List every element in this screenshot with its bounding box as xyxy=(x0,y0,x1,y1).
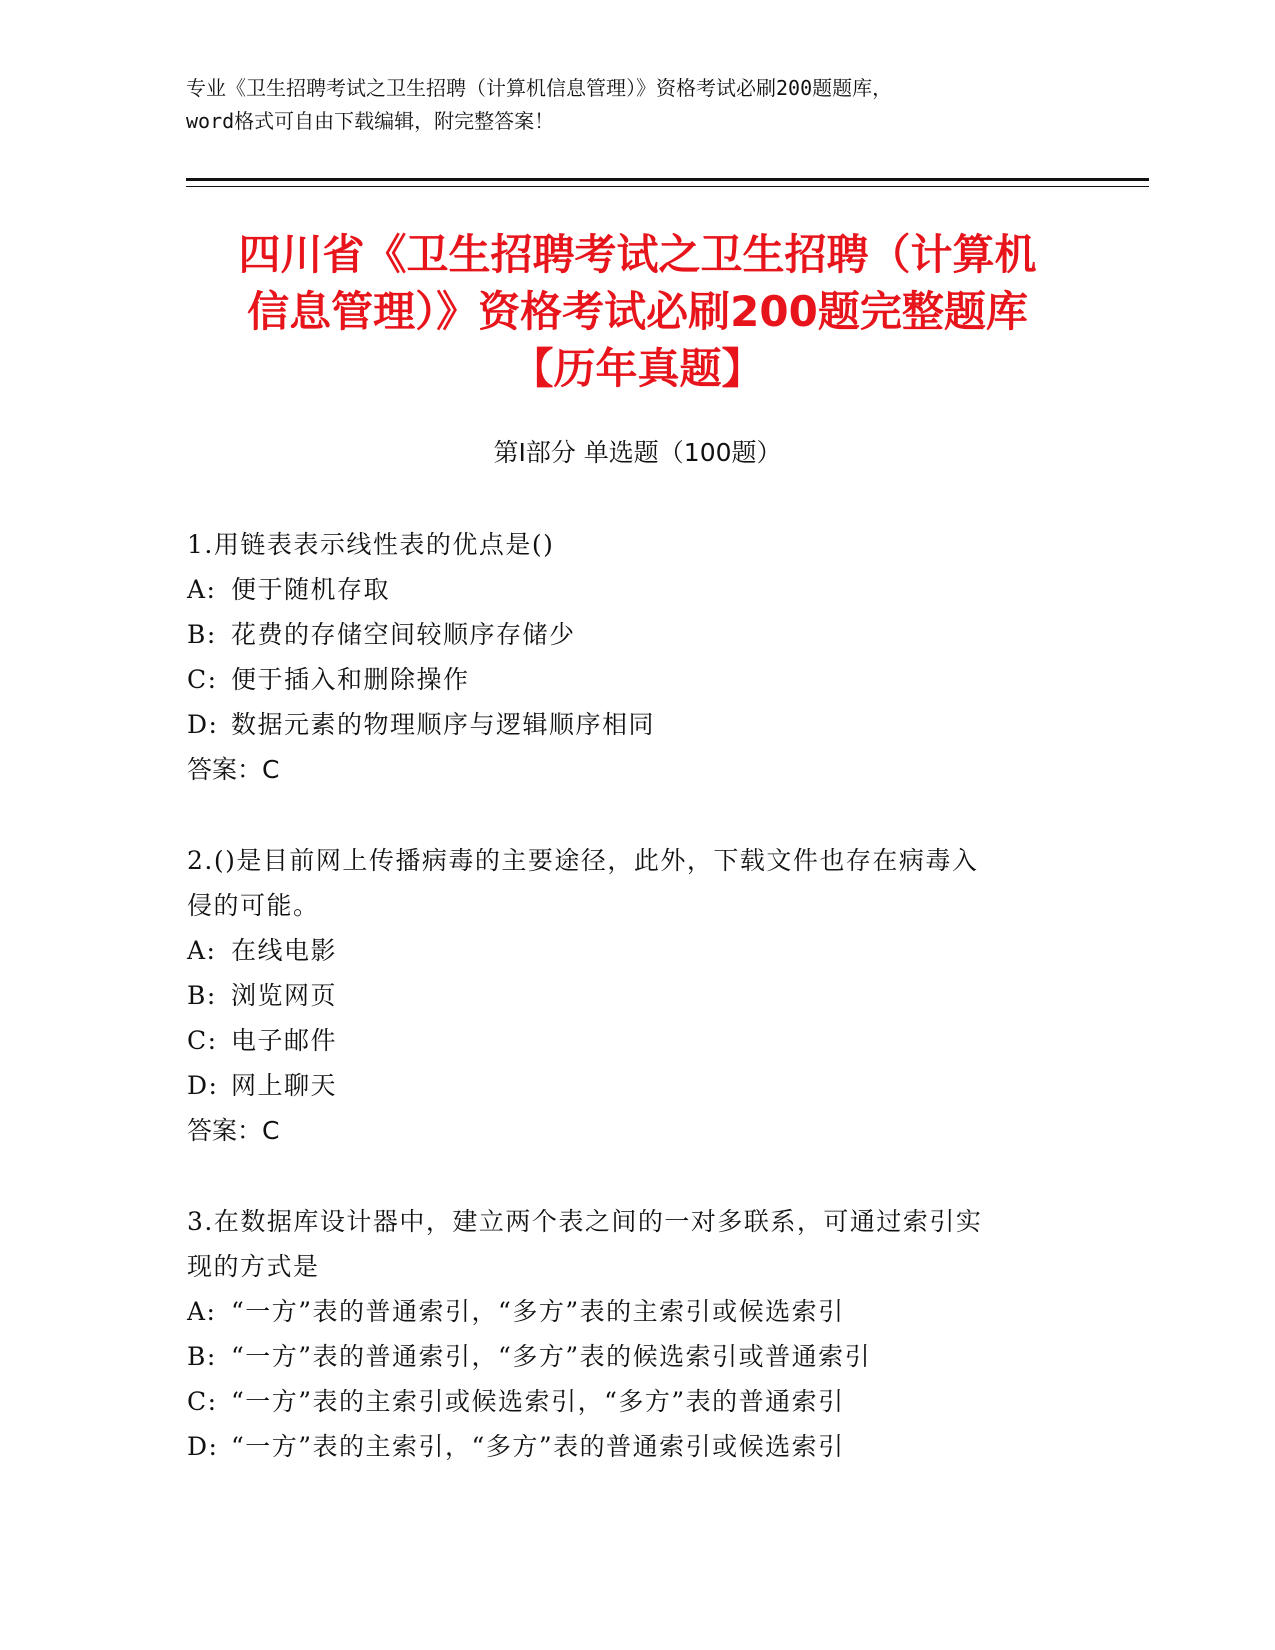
stem-line: 1.用链表表示线性表的优点是() xyxy=(187,530,555,559)
header-note xyxy=(186,72,1086,138)
option-a xyxy=(187,1289,1067,1334)
option-text: 在线电影 xyxy=(231,936,338,965)
option-letter: D: xyxy=(187,1432,219,1461)
option-text: 电子邮件 xyxy=(231,1026,338,1055)
option-d xyxy=(187,702,1067,747)
section-heading: 第Ⅰ部分 单选题（100题） xyxy=(493,438,782,467)
question-1 xyxy=(187,522,1067,792)
option-letter: D: xyxy=(187,1071,219,1100)
option-letter: B: xyxy=(187,1342,217,1371)
stem-line: 现的方式是 xyxy=(187,1252,320,1281)
question-list xyxy=(187,522,1067,1515)
option-letter: D: xyxy=(187,710,219,739)
option-b xyxy=(187,612,1067,657)
header-line-1: 专业《卫生招聘考试之卫生招聘（计算机信息管理）》资格考试必刷200题题库， xyxy=(186,76,893,100)
header-line-2: word格式可自由下载编辑，附完整答案！ xyxy=(186,109,555,133)
option-letter: A: xyxy=(187,575,217,604)
option-letter: B: xyxy=(187,981,217,1010)
question-stem xyxy=(187,838,1067,928)
option-a xyxy=(187,928,1067,973)
option-text: 数据元素的物理顺序与逻辑顺序相同 xyxy=(231,710,656,739)
document-title xyxy=(150,226,1125,397)
title-line-1: 四川省《卫生招聘考试之卫生招聘（计算机 xyxy=(238,230,1037,279)
option-letter: C: xyxy=(187,1387,218,1416)
option-text: 浏览网页 xyxy=(231,981,338,1010)
option-text: “一方”表的主索引或候选索引，“多方”表的普通索引 xyxy=(231,1387,845,1416)
option-letter: C: xyxy=(187,1026,218,1055)
option-letter: A: xyxy=(187,936,217,965)
option-d xyxy=(187,1063,1067,1108)
option-a xyxy=(187,567,1067,612)
option-text: 网上聊天 xyxy=(231,1071,338,1100)
header-rule-thick xyxy=(186,178,1149,181)
option-c xyxy=(187,1018,1067,1063)
stem-line: 3.在数据库设计器中，建立两个表之间的一对多联系，可通过索引实 xyxy=(187,1207,983,1236)
option-c xyxy=(187,657,1067,702)
option-b xyxy=(187,973,1067,1018)
option-text: 花费的存储空间较顺序存储少 xyxy=(231,620,576,649)
option-letter: C: xyxy=(187,665,218,694)
question-2 xyxy=(187,838,1067,1153)
title-line-3: 【历年真题】 xyxy=(511,344,764,393)
answer-line: 答案：C xyxy=(187,1116,280,1145)
option-text: 便于随机存取 xyxy=(231,575,391,604)
option-text: “一方”表的普通索引，“多方”表的候选索引或普通索引 xyxy=(231,1342,872,1371)
option-letter: A: xyxy=(187,1297,217,1326)
question-stem xyxy=(187,522,1067,567)
option-letter: B: xyxy=(187,620,217,649)
option-c xyxy=(187,1379,1067,1424)
option-d xyxy=(187,1424,1067,1469)
title-line-2: 信息管理）》资格考试必刷200题完整题库 xyxy=(247,287,1028,336)
question-3 xyxy=(187,1199,1067,1469)
stem-line: 侵的可能。 xyxy=(187,891,320,920)
option-b xyxy=(187,1334,1067,1379)
stem-line: 2.()是目前网上传播病毒的主要途径，此外，下载文件也存在病毒入 xyxy=(187,846,979,875)
header-rule-thin xyxy=(186,186,1149,187)
answer-line: 答案：C xyxy=(187,755,280,784)
option-text: “一方”表的普通索引，“多方”表的主索引或候选索引 xyxy=(231,1297,845,1326)
option-text: 便于插入和删除操作 xyxy=(231,665,470,694)
option-text: “一方”表的主索引，“多方”表的普通索引或候选索引 xyxy=(231,1432,845,1461)
question-stem xyxy=(187,1199,1067,1289)
